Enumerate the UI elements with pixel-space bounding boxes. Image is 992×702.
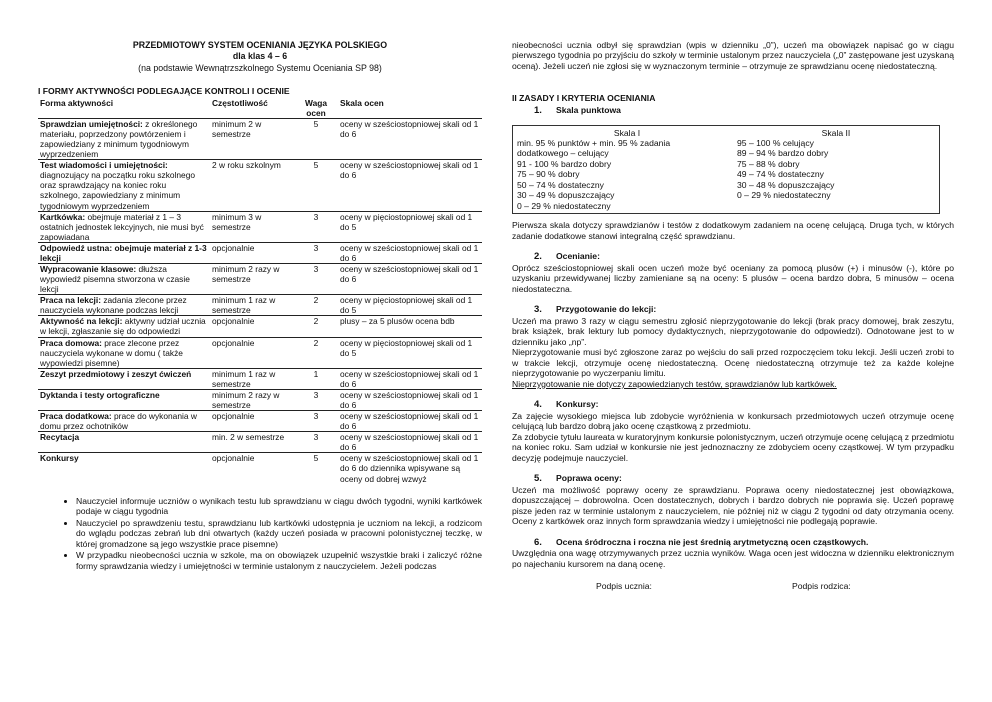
activity-scale: plusy – za 5 plusów ocena bdb xyxy=(338,316,482,337)
activity-scale: oceny w sześciostopniowej skali od 1 do 6 xyxy=(338,432,482,453)
scale-line: 30 – 48 % dopuszczający xyxy=(737,179,835,190)
activity-frequency: opcjonalnie xyxy=(210,453,294,484)
section-2-title: II ZASADY I KRYTERIA OCENIANIA xyxy=(512,93,656,104)
activity-description: obejmuje materiał z 1 – 3 ostatnich jednostek lekcyjnych, nie musi być zapowiadana xyxy=(40,211,204,242)
table-row xyxy=(38,264,482,295)
activity-name: Test wiadomości i umiejętności: xyxy=(40,160,168,171)
activity-name: Praca dodatkowa: xyxy=(40,411,112,422)
activity-scale: oceny w sześciostopniowej skali od 1 do 6 xyxy=(338,160,482,211)
activity-scale: oceny w sześciostopniowej skali od 1 do 6 xyxy=(338,242,482,263)
scale-line: 89 – 94 % bardzo dobry xyxy=(737,148,829,159)
subsection-3-text: Uczeń ma prawo 3 razy w ciągu semestru zgłosić nieprzygotowanie do lekcji (brak pracy domowej, brak zeszytu, brak książek, brak lektury lub pomocy dydaktycznych, nieprzygotowanie do odpowiedzi). Odnotowane jest to w dzienniku jako „np”. xyxy=(512,315,954,347)
subsection-4-text: Za zajęcie wysokiego miejsca lub zdobycie wyróżnienia w konkursach przedmiotowych uczeń otrzymuje ocenę celującą lub bardzo dobrą jako ocenę cząstkową z przedmiotu. xyxy=(512,410,954,432)
activity-form xyxy=(38,295,210,316)
student-signature-label: Podpis ucznia: xyxy=(596,581,652,592)
scale-line: 49 – 74 % dostateczny xyxy=(737,169,824,180)
activity-weight: 5 xyxy=(294,453,338,484)
activity-form xyxy=(38,389,210,410)
subsection-1-heading xyxy=(512,105,954,117)
subsection-number: 4. xyxy=(534,399,542,411)
column-header: Forma aktywności xyxy=(38,98,210,119)
activity-weight: 3 xyxy=(294,264,338,295)
table-row xyxy=(38,211,482,242)
document-header xyxy=(38,40,482,74)
activity-description: prace zlecone przez nauczyciela wykonane w domu ( także wypowiedzi pisemne) xyxy=(40,337,183,368)
activity-weight: 3 xyxy=(294,411,338,432)
grading-scale-box xyxy=(512,125,940,215)
document-title: PRZEDMIOTOWY SYSTEM OCENIANIA JĘZYKA POLSKIEGO xyxy=(132,40,388,50)
activity-frequency: min. 2 w semestrze xyxy=(210,432,294,453)
column-header: Częstotliwość xyxy=(210,98,294,119)
scale-line: 30 – 49 % dopuszczający xyxy=(517,190,615,201)
table-row xyxy=(38,368,482,389)
subsection-number: 6. xyxy=(534,536,542,548)
activity-scale: oceny w sześciostopniowej skali od 1 do 6 xyxy=(338,411,482,432)
table-row xyxy=(38,118,482,159)
activity-weight: 3 xyxy=(294,389,338,410)
subsection-title: Skala punktowa xyxy=(556,104,621,115)
scale-line: 50 – 74 % dostateczny xyxy=(517,179,604,190)
activity-name: Recytacja xyxy=(40,432,80,443)
subsection-title: Przygotowanie do lekcji: xyxy=(556,304,657,315)
activity-name: Odpowiedź ustna: obejmuje materiał z 1-3 lekcji xyxy=(40,242,207,263)
activity-scale: oceny w sześciostopniowej skali od 1 do 6 xyxy=(338,368,482,389)
activity-scale: oceny w sześciostopniowej skali od 1 do 6 xyxy=(338,118,482,159)
activity-weight: 3 xyxy=(294,432,338,453)
subsection-number: 1. xyxy=(534,104,542,116)
subsection-6-text: Uwzględnia ona wagę otrzymywanych przez ucznia wyników. Waga ocen jest widoczna w dzienniku elektronicznym po najechaniu kursorem na daną ocenę. xyxy=(512,548,954,569)
scale-line: 0 – 29 % niedostateczny xyxy=(737,190,831,201)
table-row xyxy=(38,389,482,410)
activity-scale: oceny w pięciostopniowej skali od 1 do 5 xyxy=(338,295,482,316)
document-basis: (na podstawie Wewnątrzszkolnego Systemu Oceniania SP 98) xyxy=(138,62,382,73)
subsection-4-heading xyxy=(512,399,954,411)
activity-name: Zeszyt przedmiotowy i zeszyt ćwiczeń xyxy=(40,368,192,379)
subsection-2-heading xyxy=(512,251,954,263)
activity-scale: oceny w sześciostopniowej skali od 1 do 6 xyxy=(338,264,482,295)
activity-weight: 5 xyxy=(294,160,338,211)
activity-weight: 2 xyxy=(294,337,338,368)
activity-weight: 1 xyxy=(294,368,338,389)
scale-line: 95 – 100 % celujący xyxy=(737,138,814,148)
activity-scale: oceny w pięciostopniowej skali od 1 do 5 xyxy=(338,337,482,368)
subsection-6-heading xyxy=(512,537,954,549)
activity-description: zadania zlecone przez nauczyciela wykonane podczas lekcji xyxy=(40,295,187,316)
subsection-title: Konkursy: xyxy=(556,399,599,410)
activity-description: z określonego materiału, poprzedzony powtórzeniem i zapowiedziany z minimum tygodniowym wyprzedzeniem xyxy=(40,118,198,160)
scale-1 xyxy=(517,128,737,212)
activity-name: Praca domowa: xyxy=(40,337,102,348)
activity-name: Praca na lekcji: xyxy=(40,295,101,306)
activity-scale: oceny w sześciostopniowej skali od 1 do 6 xyxy=(338,389,482,410)
activity-weight: 3 xyxy=(294,242,338,263)
table-row xyxy=(38,411,482,432)
activity-form xyxy=(38,316,210,337)
activity-description: dłuższa wypowiedź pisemna stworzona w czasie lekcji xyxy=(40,264,190,295)
scale-2-title: Skala II xyxy=(821,127,851,138)
activity-description: diagnozujący na początku roku szkolnego oraz sprawdzający na koniec roku szkolnego, zapowiedziany z minimum tygodniowym wyprzedzeniem xyxy=(40,170,196,211)
activity-name: Konkursy xyxy=(40,453,79,464)
activity-name: Aktywność na lekcji: xyxy=(40,316,123,327)
scale-line: 75 – 90 % dobry xyxy=(517,169,580,180)
subsection-number: 5. xyxy=(534,473,542,485)
activity-frequency: minimum 2 w semestrze xyxy=(210,118,294,159)
activity-frequency: minimum 3 w semestrze xyxy=(210,211,294,242)
list-item: • Nauczyciel po sprawdzeniu testu, sprawdzianu lub kartkówki udostępnia je uczniom na lekcji, a rodzicom do wglądu podczas zebrań lub dni otwartych (każdy uczeń posiada w pracowni polonistycznej teczkę, w której gromadzone są jego wszystkie prace pisemne) xyxy=(76,518,482,549)
subsection-5-text: Uczeń ma możliwość poprawy oceny ze sprawdzianu. Poprawa oceny niedostatecznej jest obowiązkowa, dopuszczającej – dobrowolna. Ocen dostatecznych, dobrych i bardzo dobrych nie poprawia się. Uczeń poprawę pisze jeden raz w terminie ustalonym z nauczycielem, nie później niż w ciągu 2 tygodni od daty otrzymania oceny. Oceny z kartkówek oraz innych form sprawdzania wiedzy i umiejętności nie podlegają poprawie. xyxy=(512,484,954,527)
table-row xyxy=(38,242,482,263)
activity-name: Kartkówka: xyxy=(40,211,86,222)
signature-line xyxy=(512,581,954,591)
activity-form xyxy=(38,453,210,484)
activity-form xyxy=(38,160,210,211)
activity-weight: 2 xyxy=(294,316,338,337)
activity-frequency: minimum 2 razy w semestrze xyxy=(210,389,294,410)
activity-scale: oceny w sześciostopniowej skali od 1 do 6 do dziennika wpisywane są oceny od dobrej wzwyż xyxy=(338,453,482,484)
right-column xyxy=(512,40,954,592)
subsection-1-text: Pierwsza skala dotyczy sprawdzianów i testów z dodatkowym zadaniem na ocenę celującą. Druga tych, w których zadanie dodatkowe stanowi integralną część sprawdzianu. xyxy=(512,220,954,241)
continuation-text: nieobecności ucznia odbył się sprawdzian (wpis w dzienniku „0”), uczeń ma obowiązek napisać go w ciągu pierwszego tygodnia po przyjściu do szkoły w terminie ustalonym przez nauczyciela („0” zastępowane jest uzyskaną oceną). Jeżeli uczeń nie zgłosi się w wyznaczonym terminie – otrzymuje ze sprawdzianu ocenę niedostateczną. xyxy=(512,40,954,71)
activity-form xyxy=(38,242,210,263)
table-row xyxy=(38,316,482,337)
activity-name: Dyktanda i testy ortograficzne xyxy=(40,389,160,400)
activity-frequency: opcjonalnie xyxy=(210,242,294,263)
table-row xyxy=(38,432,482,453)
subsection-3-text: Nieprzygotowanie musi być zgłoszone zaraz po wejściu do sali przed rozpoczęciem toku lekcji. Jeśli uczeń zrobi to w trakcie lekcji, otrzymuje ocenę niedostateczną. Ocenę niedostateczną otrzymuje też za każde kolejne nieprzygotowanie po wyczerpaniu limitu. xyxy=(512,347,954,379)
scale-1-title: Skala I xyxy=(613,127,641,138)
activity-frequency: minimum 1 raz w semestrze xyxy=(210,295,294,316)
scale-line: min. 95 % punktów + min. 95 % zadania xyxy=(517,138,671,148)
section-1-title: I FORMY AKTYWNOŚCI PODLEGAJĄCE KONTROLI I OCENIE xyxy=(38,86,290,97)
activity-scale: oceny w pięciostopniowej skali od 1 do 5 xyxy=(338,211,482,242)
column-header: Skala ocen xyxy=(338,98,482,119)
activity-form xyxy=(38,211,210,242)
activity-form xyxy=(38,264,210,295)
list-item: • Nauczyciel informuje uczniów o wynikach testu lub sprawdzianu w ciągu dwóch tygodni, wyniki kartkówek podaje w ciągu tygodnia xyxy=(76,496,482,517)
activity-weight: 5 xyxy=(294,118,338,159)
activity-form xyxy=(38,337,210,368)
subsection-5-heading xyxy=(512,473,954,485)
table-body xyxy=(38,118,482,483)
subsection-title: Ocena śródroczna i roczna nie jest średnią arytmetyczną ocen cząstkowych. xyxy=(556,536,869,547)
subsection-title: Poprawa oceny: xyxy=(556,473,622,484)
subsection-4-text: Za zdobycie tytułu laureata w kuratoryjnym konkursie polonistycznym, uczeń otrzymuje ocenę celującą z przedmiotu na koniec roku. Sam udział w konkursie nie jest jednoznaczny ze zdobyciem oceny cząstkowej. W tym przypadku decyzję podejmuje nauczyciel. xyxy=(512,431,954,463)
parent-signature-label: Podpis rodzica: xyxy=(792,581,851,592)
document-subtitle: dla klas 4 – 6 xyxy=(232,51,288,62)
activity-description: aktywny udział ucznia w lekcji, zgłaszanie się do odpowiedzi xyxy=(40,316,206,337)
activity-form xyxy=(38,411,210,432)
subsection-2-text: Oprócz sześciostopniowej skali ocen uczeń może być oceniany za pomocą plusów (+) i minusów (-), które po uzyskaniu przewidywanej liczby zamieniane są na oceny: 5 plusów – ocena bardzo dobra, 5 minusów – ocena niedostateczna. xyxy=(512,262,954,294)
table-row xyxy=(38,160,482,211)
subsection-title: Ocenianie: xyxy=(556,251,600,262)
activity-frequency: opcjonalnie xyxy=(210,411,294,432)
scale-2 xyxy=(737,128,935,212)
list-item: • W przypadku nieobecności ucznia w szkole, ma on obowiązek uzupełnić wszystkie braki i zaliczyć różne formy sprawdzania wiedzy i umiejętności w terminie ustalonym z nauczycielem. Jeżeli podczas xyxy=(76,550,482,571)
activity-form xyxy=(38,118,210,159)
activity-frequency: opcjonalnie xyxy=(210,337,294,368)
subsection-3-note: Nieprzygotowanie nie dotyczy zapowiedzianych testów, sprawdzianów lub kartkówek. xyxy=(512,378,837,389)
activity-table xyxy=(38,98,482,484)
activity-form xyxy=(38,368,210,389)
table-row xyxy=(38,295,482,316)
activity-name: Sprawdzian umiejętności: xyxy=(40,118,143,129)
table-row xyxy=(38,453,482,484)
subsection-3-heading xyxy=(512,304,954,316)
activity-frequency: opcjonalnie xyxy=(210,316,294,337)
activity-description: prace do wykonania w domu przez ochotników xyxy=(40,411,197,432)
table-row xyxy=(38,337,482,368)
activity-frequency: 2 w roku szkolnym xyxy=(210,160,294,211)
activity-frequency: minimum 1 raz w semestrze xyxy=(210,368,294,389)
scale-line: 0 – 29 % niedostateczny xyxy=(517,200,611,211)
subsection-number: 2. xyxy=(534,251,542,263)
column-header: Waga ocen xyxy=(294,98,338,119)
notes-list xyxy=(38,496,482,571)
activity-name: Wypracowanie klasowe: xyxy=(40,264,137,274)
left-column xyxy=(38,40,482,572)
activity-frequency: minimum 2 razy w semestrze xyxy=(210,264,294,295)
activity-weight: 2 xyxy=(294,295,338,316)
scale-line: 75 – 88 % dobry xyxy=(737,158,800,169)
scale-line: dodatkowego – celujący xyxy=(517,148,609,159)
scale-line: 91 - 100 % bardzo dobry xyxy=(517,158,612,169)
table-header-row xyxy=(38,98,482,119)
subsection-number: 3. xyxy=(534,304,542,316)
activity-weight: 3 xyxy=(294,211,338,242)
activity-form xyxy=(38,432,210,453)
